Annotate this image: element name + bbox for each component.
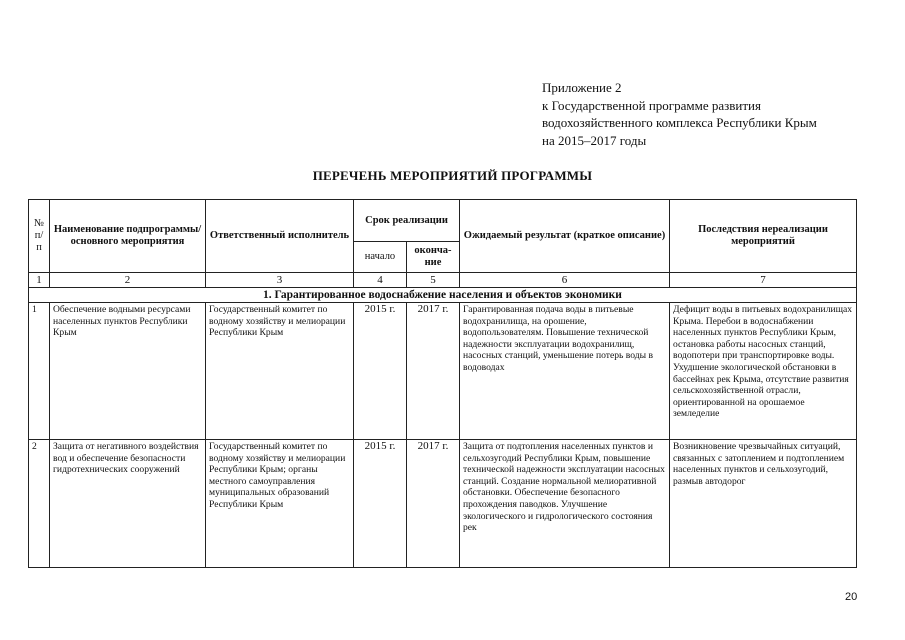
column-number: 4 bbox=[354, 273, 407, 288]
header-term: Срок реализации bbox=[354, 200, 460, 242]
header-num: № п/п bbox=[29, 200, 50, 273]
appendix-line-4: на 2015–2017 годы bbox=[542, 132, 647, 148]
row-executor: Государственный комитет по водному хозяйству и мелиорации Республики Крым; органы местного самоуправления муниципальных образований Республики Крым bbox=[206, 440, 354, 568]
header-start: начало bbox=[354, 242, 407, 273]
row-executor: Государственный комитет по водному хозяйству и мелиорации Республики Крым bbox=[206, 303, 354, 440]
column-number: 6 bbox=[460, 273, 670, 288]
row-end: 2017 г. bbox=[407, 440, 460, 568]
row-result: Защита от подтопления населенных пунктов и сельхозугодий Республики Крым, повышение технической надежности эксплуатации насосных станций. Создание нормальной мелиоративной обстановки. Обеспечение безопасного прохождения паводков. Улучшение экологического и гидрологического состояния рек bbox=[460, 440, 670, 568]
header-consequences: Последствия нереализации мероприятий bbox=[670, 200, 857, 273]
row-name: Обеспечение водными ресурсами населенных пунктов Республики Крым bbox=[50, 303, 206, 440]
row-result: Гарантированная подача воды в питьевые водохранилища, на орошение, водопользователям. Повышение технической надежности эксплуатации водохранилищ, насосных станций, уменьшение потерь воды в водоводах bbox=[460, 303, 670, 440]
header-row-1 bbox=[29, 200, 857, 242]
column-number: 1 bbox=[29, 273, 50, 288]
row-consequences: Возникновение чрезвычайных ситуаций, связанных с затоплением и подтоплением населенных пунктов и сельхозугодий, размыв автодорог bbox=[670, 440, 857, 568]
appendix-line-2: к Государственной программе развития bbox=[542, 97, 761, 113]
header-name: Наименование подпрограммы/ основного мероприятия bbox=[50, 200, 206, 273]
column-number: 7 bbox=[670, 273, 857, 288]
row-num: 1 bbox=[29, 303, 50, 440]
document-title: ПЕРЕЧЕНЬ МЕРОПРИЯТИЙ ПРОГРАММЫ bbox=[312, 168, 593, 183]
row-start: 2015 г. bbox=[354, 303, 407, 440]
column-number-row bbox=[29, 273, 857, 288]
table-row bbox=[29, 440, 857, 568]
header-result: Ожидаемый результат (краткое описание) bbox=[460, 200, 670, 273]
header-executor: Ответственный исполнитель bbox=[206, 200, 354, 273]
page-number: 20 bbox=[845, 591, 858, 603]
column-number: 3 bbox=[206, 273, 354, 288]
row-end: 2017 г. bbox=[407, 303, 460, 440]
measures-table bbox=[28, 199, 857, 568]
row-num: 2 bbox=[29, 440, 50, 568]
column-number: 2 bbox=[50, 273, 206, 288]
row-name: Защита от негативного воздействия вод и обеспечение безопасности гидротехнических сооружений bbox=[50, 440, 206, 568]
appendix-line-3: водохозяйственного комплекса Республики Крым bbox=[542, 115, 817, 130]
header-end: оконча-ние bbox=[407, 242, 460, 273]
row-start: 2015 г. bbox=[354, 440, 407, 568]
appendix-block bbox=[542, 79, 817, 149]
table-row bbox=[29, 303, 857, 440]
row-consequences: Дефицит воды в питьевых водохранилищах Крыма. Перебои в водоснабжении населенных пунктов Республики Крым, остановка работы насосных станций, водопотери при транспортировке воды. Ухудшение экологической обстановки в бассейнах рек Крыма, отсутствие развития сельскохозяйственной отрасли, ориентированной на орошаемое земледелие bbox=[670, 303, 857, 440]
section-title: 1. Гарантированное водоснабжение населения и объектов экономики bbox=[29, 288, 857, 303]
section-row bbox=[29, 288, 857, 303]
appendix-line-1: Приложение 2 bbox=[542, 80, 622, 95]
column-number: 5 bbox=[407, 273, 460, 288]
